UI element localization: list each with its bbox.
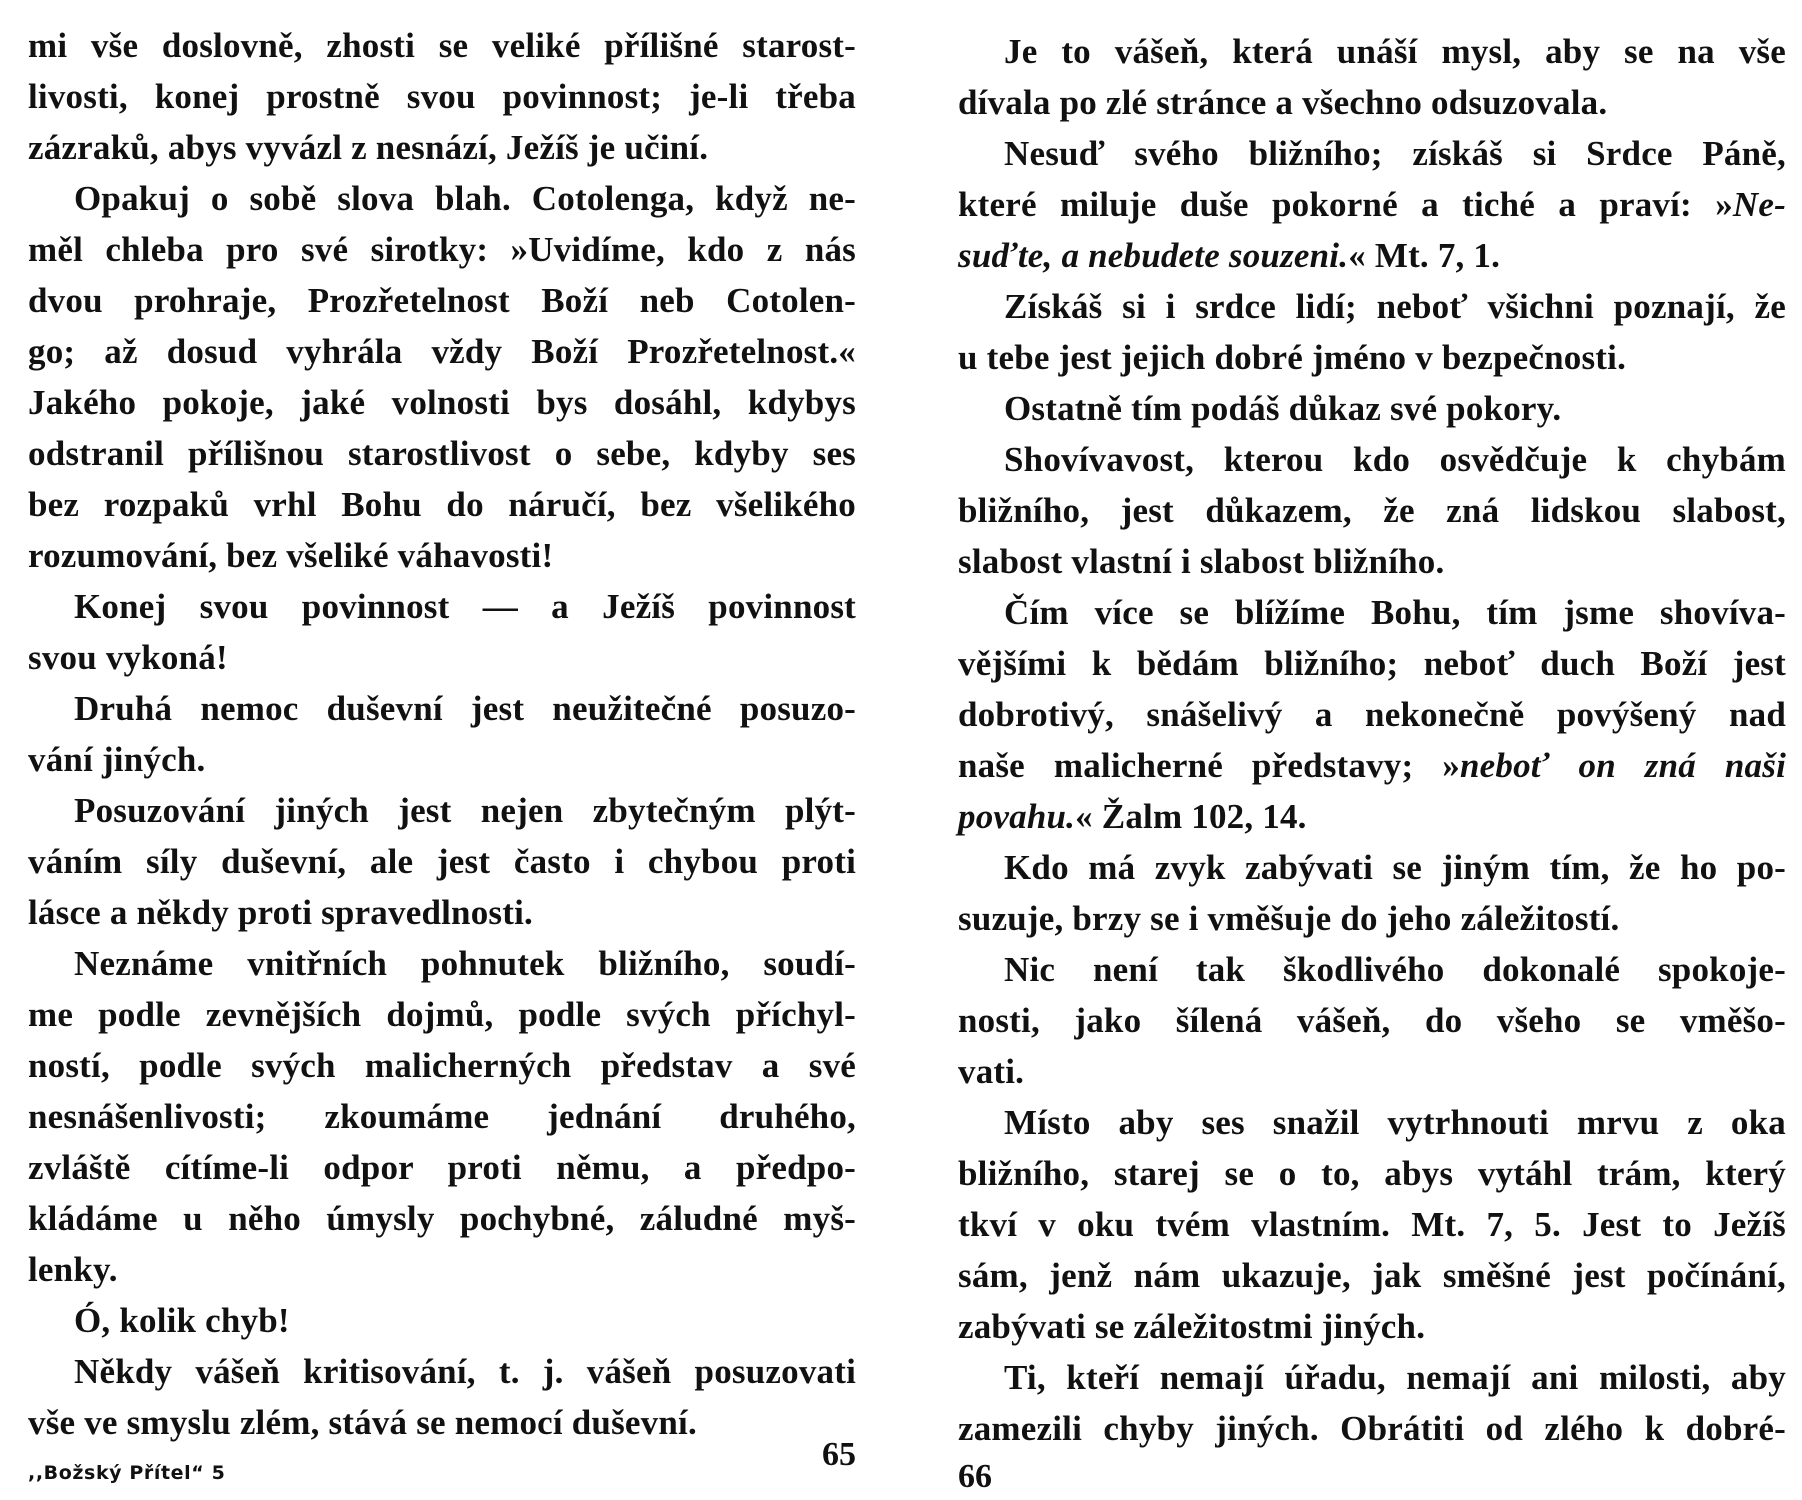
printer-signature: ,,Božský Přítel“ 5 [28,1462,226,1484]
text-line: suďte, a nebudete souzeni.« Mt. 7, 1. [958,236,1501,275]
italic-quote: Ne- [1732,185,1786,224]
text-line: zázraků, abys vyvázl z nesnází, Ježíš je učiní. [28,128,709,167]
italic-quote: povahu. [958,797,1076,836]
text-line: váním síly duševní, ale jest často i chybou proti [28,842,856,881]
text-line: ností, podle svých malicherných představ a své [28,1046,856,1085]
text-line: kládáme u něho úmysly pochybné, záludné myš- [28,1199,856,1238]
text-line: dívala po zlé stránce a všechno odsuzovala. [958,83,1608,122]
left-page-text [28,20,856,1448]
text-line: zvláště cítíme-li odpor proti němu, a předpo- [28,1148,856,1187]
text-line: Ti, kteří nemají úřadu, nemají ani milosti, aby [1004,1358,1786,1397]
text-line: vání jiných. [28,740,206,779]
text-line: Čím více se blížíme Bohu, tím jsme shovíva- [1004,593,1786,632]
text-line: Shovívavost, kterou kdo osvědčuje k chybám [1004,440,1786,479]
text-line: dvou prohraje, Prozřetelnost Boží neb Cotolen- [28,281,856,320]
text-line: Ostatně tím podáš důkaz své pokory. [1004,389,1562,428]
text-line: slabost vlastní i slabost bližního. [958,542,1445,581]
text-line: Jakého pokoje, jaké volnosti bys dosáhl, kdybys [28,383,856,422]
text-line: svou vykoná! [28,638,228,677]
left-page-footer [28,1430,856,1500]
right-page-footer [958,1430,1786,1500]
text-line: Kdo má zvyk zabývati se jiným tím, že ho po- [1004,848,1786,887]
left-page [28,0,856,1500]
text-line: nosti, jako šílená vášeň, do všeho se vměšo- [958,1001,1786,1040]
text-line: bez rozpaků vrhl Bohu do náručí, bez všelikého [28,485,856,524]
text-line: tkví v oku tvém vlastním. Mt. 7, 5. Jest to Ježíš [958,1205,1786,1244]
text-line: Získáš si i srdce lidí; neboť všichni poznají, že [1004,287,1786,326]
text-line: Místo aby ses snažil vytrhnouti mrvu z oka [1004,1103,1786,1142]
text-line: nesnášenlivosti; zkoumáme jednání druhého, [28,1097,856,1136]
text-line: Nesuď svého bližního; získáš si Srdce Páně, [1004,134,1786,173]
text-line: bližního, starej se o to, abys vytáhl trám, který [958,1154,1786,1193]
text-line: me podle zevnějších dojmů, podle svých příchyl- [28,995,856,1034]
page-number: 66 [958,1458,992,1495]
text-line: go; až dosud vyhrála vždy Boží Prozřetelnost.« [28,332,856,371]
text-line: odstranil přílišnou starostlivost o sebe, kdyby ses [28,434,856,473]
text-line: Opakuj o sobě slova blah. Cotolenga, když ne- [74,179,856,218]
italic-quote: neboť on zná naši [1459,746,1786,785]
text-line: bližního, jest důkazem, že zná lidskou slabost, [958,491,1786,530]
text-line: vati. [958,1052,1025,1091]
text-line: Nic není tak škodlivého dokonalé spokoje- [1004,950,1786,989]
text-line: Druhá nemoc duševní jest neužitečné posuzo- [74,689,856,728]
text-line: rozumování, bez všeliké váhavosti! [28,536,554,575]
text-line: sám, jenž nám ukazuje, jak směšné jest počínání, [958,1256,1786,1295]
italic-quote: suďte, a nebudete souzeni. [958,236,1349,275]
text-line: naše malicherné představy; »neboť on zná naši [958,746,1786,785]
right-page [958,0,1786,1500]
text-line: Ó, kolik chyb! [74,1301,290,1340]
text-line: suzuje, brzy se i vměšuje do jeho záležitostí. [958,899,1620,938]
text-line: které miluje duše pokorné a tiché a praví: »Ne- [958,185,1786,224]
text-line: vše ve smyslu zlém, stává se nemocí duševní. [28,1403,697,1442]
text-line: Je to vášeň, která unáší mysl, aby se na vše [1004,32,1786,71]
text-line: Posuzování jiných jest nejen zbytečným plýt- [74,791,856,830]
text-line: vějšími k bědám bližního; neboť duch Boží jest [958,644,1786,683]
page-number: 65 [822,1436,856,1473]
right-page-text [958,26,1786,1454]
text-line: Někdy vášeň kritisování, t. j. vášeň posuzovati [74,1352,856,1391]
text-line: lenky. [28,1250,118,1289]
text-line: Neznáme vnitřních pohnutek bližního, soudí- [74,944,856,983]
text-line: livosti, konej prostně svou povinnost; je-li třeba [28,77,856,116]
text-line: povahu.« Žalm 102, 14. [958,797,1307,836]
text-line: u tebe jest jejich dobré jméno v bezpečnosti. [958,338,1627,377]
text-line: měl chleba pro své sirotky: »Uvidíme, kdo z nás [28,230,856,269]
text-line: zamezili chyby jiných. Obrátiti od zlého k dobré- [958,1409,1786,1448]
text-line: lásce a někdy proti spravedlnosti. [28,893,533,932]
text-line: dobrotivý, snášelivý a nekonečně povýšený nad [958,695,1786,734]
text-line: Konej svou povinnost — a Ježíš povinnost [74,587,856,626]
text-line: mi vše doslovně, zhosti se veliké přílišné starost- [28,26,856,65]
text-line: zabývati se záležitostmi jiných. [958,1307,1426,1346]
